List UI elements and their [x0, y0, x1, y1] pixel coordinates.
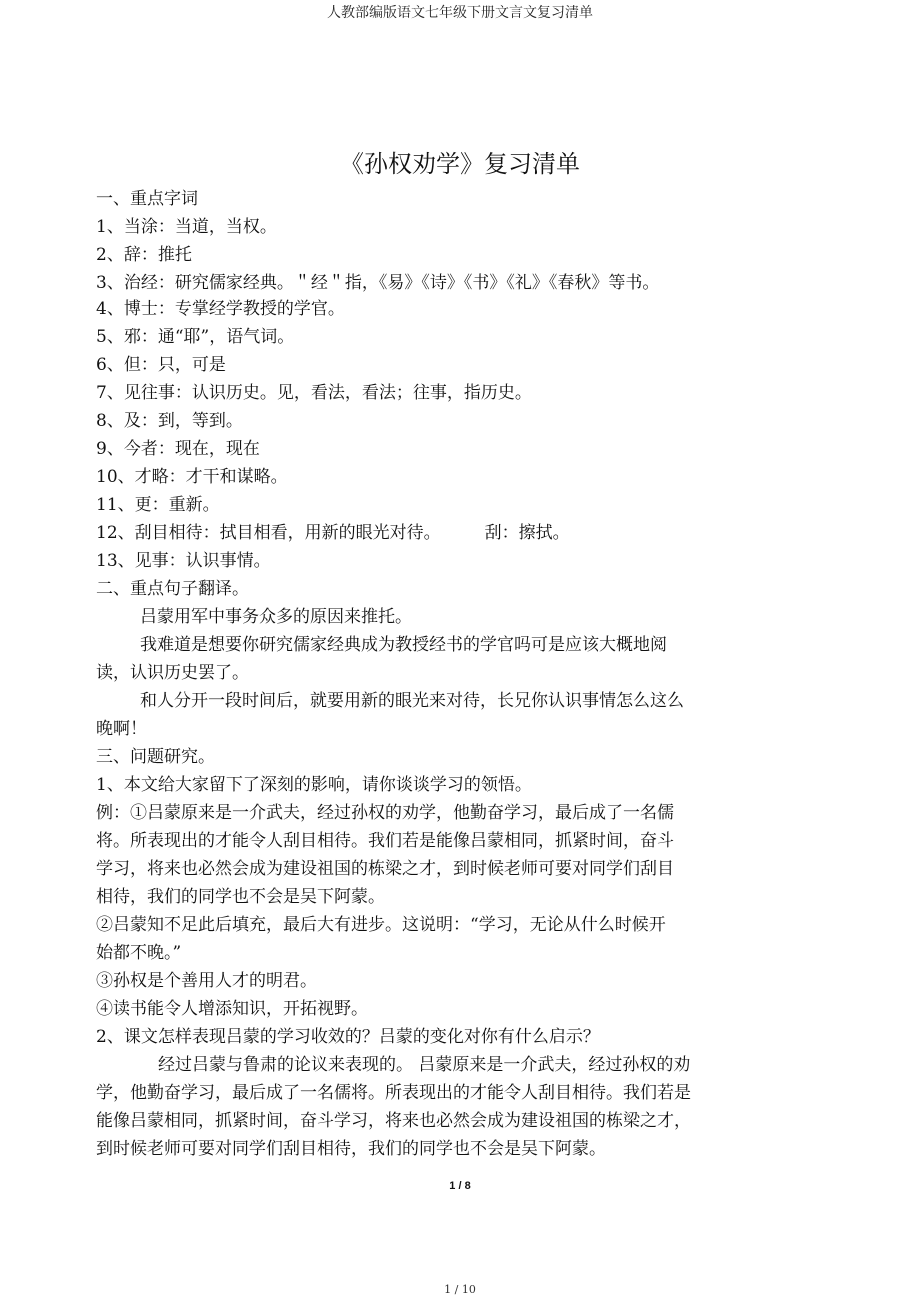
answer-line: 将。所表现出的才能令人刮目相待。我们若是能像吕蒙相同，抓紧时间，奋斗: [96, 831, 674, 851]
list-item: 6、但：只，可是: [96, 355, 226, 375]
section-heading-translation: 二、重点句子翻译。: [96, 579, 249, 599]
list-item-text: 12、刮目相待：拭目相看，用新的眼光对待。: [96, 523, 441, 543]
list-item-note: 刮：擦拭。: [484, 523, 570, 543]
answer-line: ③孙权是个善用人才的明君。: [96, 971, 317, 991]
translation-paragraph-cont: 读，认识历史罢了。: [96, 663, 249, 683]
answer-line: 能像吕蒙相同，抓紧时间，奋斗学习，将来也必然会成为建设祖国的栋梁之才，: [96, 1111, 691, 1131]
list-item: 2、辞：推托: [96, 245, 192, 265]
answer-line: 例：①吕蒙原来是一介武夫，经过孙权的劝学，他勤奋学习，最后成了一名儒: [96, 803, 674, 823]
list-item: 9、今者：现在，现在: [96, 439, 260, 459]
translation-paragraph: 和人分开一段时间后，就要用新的眼光来对待，长兄你认识事情怎么这么: [140, 691, 684, 711]
page-footer: 1 / 10: [444, 1283, 476, 1296]
answer-line: 始都不晚。”: [96, 943, 182, 963]
list-item: 3、治经：研究儒家经典。＂经＂指，《易》《诗》《书》《礼》《春秋》等书。: [96, 273, 660, 293]
answer-line: 相待，我们的同学也不会是吴下阿蒙。: [96, 887, 385, 907]
section-heading-questions: 三、问题研究。: [96, 747, 215, 767]
question: 2、课文怎样表现吕蒙的学习收效的？吕蒙的变化对你有什么启示？: [96, 1027, 600, 1047]
list-item-with-note: [96, 522, 806, 544]
list-item: 5、邪：通“耶”，语气词。: [96, 327, 295, 347]
list-item: 11、更：重新。: [96, 495, 220, 515]
answer-line: 学习，将来也必然会成为建设祖国的栋梁之才，到时候老师可要对同学们刮目: [96, 859, 674, 879]
answer-line: 学，他勤奋学习，最后成了一名儒将。所表现出的才能令人刮目相待。我们若是: [96, 1083, 691, 1103]
section-heading-key-words: 一、重点字词: [96, 189, 198, 209]
page-title: 《孙权劝学》复习清单: [340, 150, 580, 178]
list-item: 10、才略：才干和谋略。: [96, 467, 288, 487]
answer-line: ④读书能令人增添知识，开拓视野。: [96, 999, 368, 1019]
running-header: 人教部编版语文七年级下册文言文复习清单: [327, 5, 593, 21]
translation-paragraph: 我难道是想要你研究儒家经典成为教授经书的学官吗可是应该大概地阅: [140, 635, 667, 655]
answer-line: ②吕蒙知不足此后填充，最后大有进步。这说明：“学习，无论从什么时候开: [96, 915, 666, 935]
page-number: 1 / 8: [449, 1180, 471, 1192]
answer-line: 经过吕蒙与鲁肃的论议来表现的。 吕蒙原来是一介武夫，经过孙权的劝: [158, 1055, 691, 1075]
list-item: 8、及：到，等到。: [96, 411, 243, 431]
list-item: 7、见往事：认识历史。见，看法，看法；往事，指历史。: [96, 383, 532, 403]
answer-line: 到时候老师可要对同学们刮目相待，我们的同学也不会是吴下阿蒙。: [96, 1139, 606, 1159]
list-item: 13、见事：认识事情。: [96, 551, 271, 571]
translation-paragraph-cont: 晚啊！: [96, 719, 147, 739]
question: 1、本文给大家留下了深刻的影响，请你谈谈学习的领悟。: [96, 775, 532, 795]
translation-paragraph: 吕蒙用军中事务众多的原因来推托。: [140, 607, 412, 627]
document-body: [96, 188, 806, 1166]
list-item: 1、当涂：当道，当权。: [96, 217, 277, 237]
list-item: 4、博士：专掌经学教授的学官。: [96, 299, 345, 319]
